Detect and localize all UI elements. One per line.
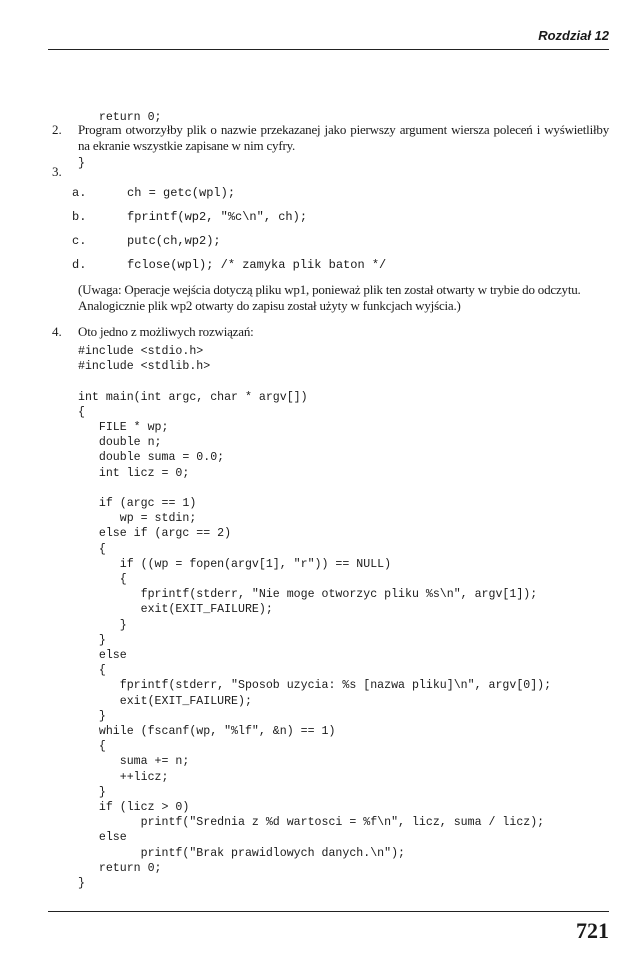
answer-label: b. — [72, 210, 87, 224]
code-line — [78, 481, 551, 496]
code-line: #include <stdlib.h> — [78, 360, 211, 374]
code-line: { — [78, 542, 106, 556]
code-line: else — [78, 831, 127, 845]
code-line: fprintf(stderr, "Nie moge otworzyc pliku %s\n", argv[1]); — [78, 588, 538, 602]
code-line: { — [78, 740, 106, 754]
code-line: { — [78, 573, 127, 587]
code-line: return 0; — [78, 861, 162, 875]
code-line: wp = stdin; — [78, 512, 197, 526]
code-line: { — [78, 405, 85, 419]
code-line: int main(int argc, char * argv[]) — [78, 390, 308, 404]
solution-code-block — [78, 344, 551, 891]
code-line: else if (argc == 2) — [78, 527, 232, 541]
code-line: exit(EXIT_FAILURE); — [78, 694, 252, 708]
item-2-text: Program otworzyłby plik o nazwie przekazanej jako pierwszy argument wiersza poleceń i wyświetliłby na ekranie wszystkie zapisane w nim cyfry. — [78, 122, 609, 153]
code-line: { — [78, 664, 106, 678]
page-number: 721 — [576, 918, 609, 943]
code-line: exit(EXIT_FAILURE); — [78, 603, 273, 617]
code-line: suma += n; — [78, 755, 190, 769]
item-number: 2. — [52, 122, 62, 137]
code-line: if ((wp = fopen(argv[1], "r")) == NULL) — [78, 557, 392, 571]
answer-code: fprintf(wp2, "%c\n", ch); — [127, 210, 308, 224]
code-line: } — [78, 709, 106, 723]
answer-code: fclose(wpl); /* zamyka plik baton */ — [127, 258, 387, 272]
code-line: int licz = 0; — [78, 466, 190, 480]
code-line: fprintf(stderr, "Sposob uzycia: %s [nazwa pliku]\n", argv[0]); — [78, 679, 552, 693]
code-line — [78, 374, 551, 389]
code-line: printf("Brak prawidlowych danych.\n"); — [78, 846, 405, 860]
code-line: } — [78, 785, 106, 799]
code-line: printf("Srednia z %d wartosci = %f\n", licz, suma / licz); — [78, 816, 545, 830]
code-line: else — [78, 649, 127, 663]
code-line: if (argc == 1) — [78, 497, 197, 510]
chapter-header: Rozdział 12 — [538, 28, 609, 43]
item-3-note: (Uwaga: Operacje wejścia dotyczą pliku wp1, ponieważ plik ten został otwarty w trybie do odczytu. Analogicznie plik wp2 otwarty do zapisu został użyty w funkcjach wyjścia.) — [78, 282, 581, 313]
answer-code: ch = getc(wpl); — [127, 186, 236, 200]
code-line: } — [78, 877, 85, 891]
code-line: double suma = 0.0; — [78, 451, 225, 465]
code-line: #include <stdio.h> — [78, 345, 204, 358]
header-rule — [48, 49, 609, 50]
answer-label: c. — [72, 234, 87, 248]
code-line: return 0; — [78, 111, 162, 125]
item-number: 3. — [52, 164, 62, 179]
answer-code: putc(ch,wp2); — [127, 234, 221, 248]
item-number: 4. — [52, 324, 62, 339]
footer-rule — [48, 911, 609, 912]
code-line: } — [78, 618, 127, 632]
code-line: } — [78, 633, 106, 647]
answer-label: a. — [72, 186, 87, 200]
code-line: } — [78, 157, 85, 171]
code-line: double n; — [78, 436, 162, 450]
code-line: while (fscanf(wp, "%lf", &n) == 1) — [78, 725, 336, 739]
code-line: if (licz > 0) — [78, 801, 190, 815]
code-line: ++licz; — [78, 770, 169, 784]
code-line: FILE * wp; — [78, 421, 169, 434]
item-4-intro: Oto jedno z możliwych rozwiązań: — [78, 324, 254, 339]
answer-label: d. — [72, 258, 87, 272]
